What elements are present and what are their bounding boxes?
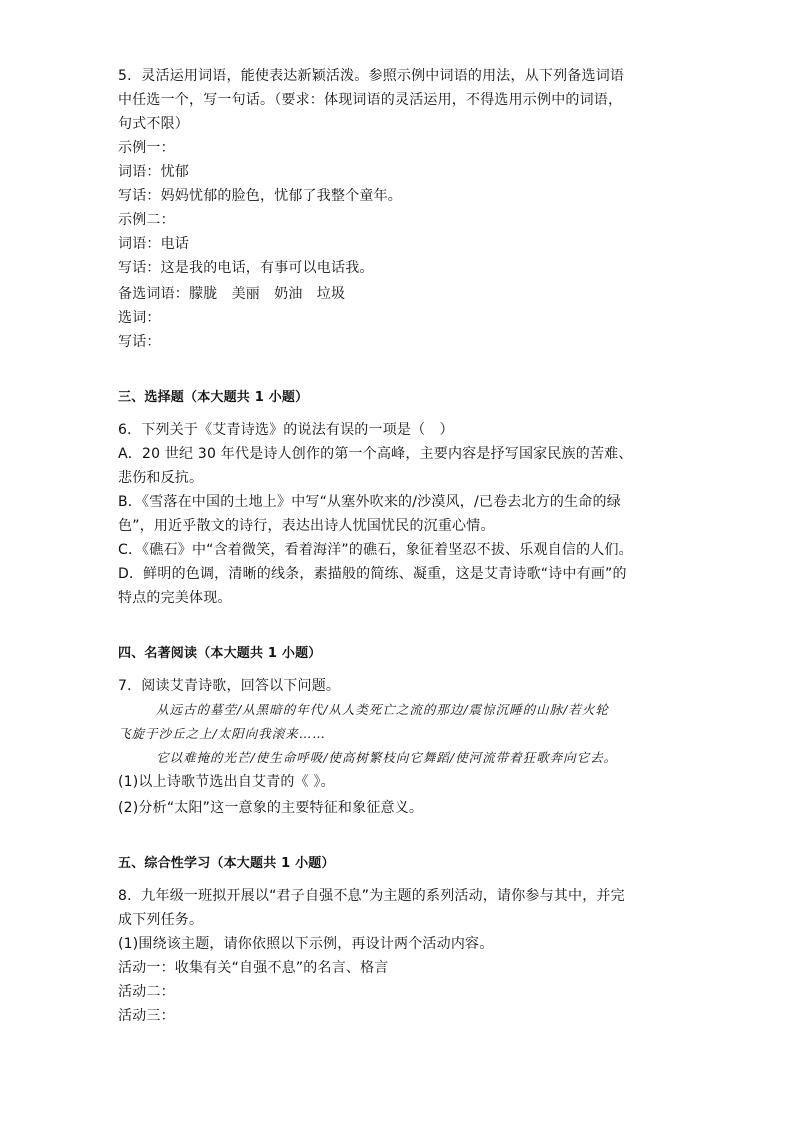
- section5-heading: 五、综合性学习（本大题共 1 小题）: [118, 856, 335, 871]
- q8-line1: 8．九年级一班拟开展以“君子自强不息”为主题的系列活动，请你参与其中，并完: [118, 888, 625, 904]
- q6-option-a-line1: A．20 世纪 30 年代是诗人创作的第一个高峰，主要内容是抒写国家民族的苦难、: [118, 446, 633, 462]
- q6-option-a-line2: 悲伤和反抗。: [118, 470, 204, 486]
- q6-stem: 6．下列关于《艾青诗选》的说法有误的一项是（ ）: [118, 422, 454, 438]
- q8-activity2: 活动二：: [118, 984, 175, 1000]
- q5-example2-sentence: 写话：这是我的电话，有事可以电话我。: [118, 260, 374, 276]
- q5-example1-word: 词语：忧郁: [118, 164, 189, 180]
- q7-sub2: (2)分析“太阳”这一意象的主要特征和象征意义。: [118, 800, 424, 816]
- q8-activity3: 活动三：: [118, 1008, 175, 1024]
- q8-line2: 成下列任务。: [118, 912, 204, 928]
- q5-stem-line2: 中任选一个，写一句话。（要求：体现词语的灵活运用，不得选用示例中的词语，: [118, 92, 623, 108]
- q7-sub1: (1)以上诗歌节选出自艾青的《 》。: [118, 774, 335, 790]
- q5-candidates: 备选词语：朦胧 美丽 奶油 垃圾: [118, 286, 346, 302]
- q5-example1-title: 示例一：: [118, 140, 175, 156]
- q6-option-b-line2: 色”，用近乎散文的诗行，表达出诗人忧国忧民的沉重心情。: [118, 518, 495, 534]
- q5-example2-title: 示例二：: [118, 212, 175, 228]
- q7-poem-line3: 它以难掩的光芒/使生命呼吸/使高树繁枝向它舞蹈/使河流带着狂歌奔向它去。: [156, 750, 618, 765]
- q6-option-b-line1: B．《雪落在中国的土地上》中写“从塞外吹来的/沙漠风，/已卷去北方的生命的绿: [118, 494, 621, 510]
- q8-activity1: 活动一：收集有关“自强不息”的名言、格言: [118, 960, 389, 976]
- q5-example1-sentence: 写话：妈妈忧郁的脸色，忧郁了我整个童年。: [118, 188, 402, 204]
- q7-stem: 7．阅读艾青诗歌，回答以下问题。: [118, 678, 341, 694]
- q7-poem-line1: 从远古的墓茔/从黑暗的年代/从人类死亡之流的那边/震惊沉睡的山脉/若火轮: [156, 702, 609, 717]
- q5-stem-line1: 5．灵活运用词语，能使表达新颖活泼。参照示例中词语的用法，从下列备选词语: [118, 68, 625, 84]
- section4-heading: 四、名著阅读（本大题共 1 小题）: [118, 646, 322, 661]
- q5-example2-word: 词语：电话: [118, 236, 189, 252]
- q5-chosen-word: 选词：: [118, 310, 161, 326]
- q8-sub1: (1)围绕该主题，请你依照以下示例，再设计两个活动内容。: [118, 936, 494, 952]
- q6-option-d-line2: 特点的完美体现。: [118, 590, 232, 606]
- q5-stem-line3: 句式不限）: [118, 116, 189, 132]
- q6-option-d-line1: D．鲜明的色调，清晰的线条，素描般的简练、凝重，这是艾青诗歌“诗中有画”的: [118, 566, 627, 582]
- q5-write: 写话：: [118, 334, 161, 350]
- q7-poem-line2: 飞旋于沙丘之上/太阳向我滚来……: [118, 726, 326, 741]
- section3-heading: 三、选择题（本大题共 1 小题）: [118, 390, 309, 405]
- q6-option-c: C．《礁石》中“含着微笑，看着海洋”的礁石，象征着坚忍不拔、乐观自信的人们。: [118, 542, 633, 558]
